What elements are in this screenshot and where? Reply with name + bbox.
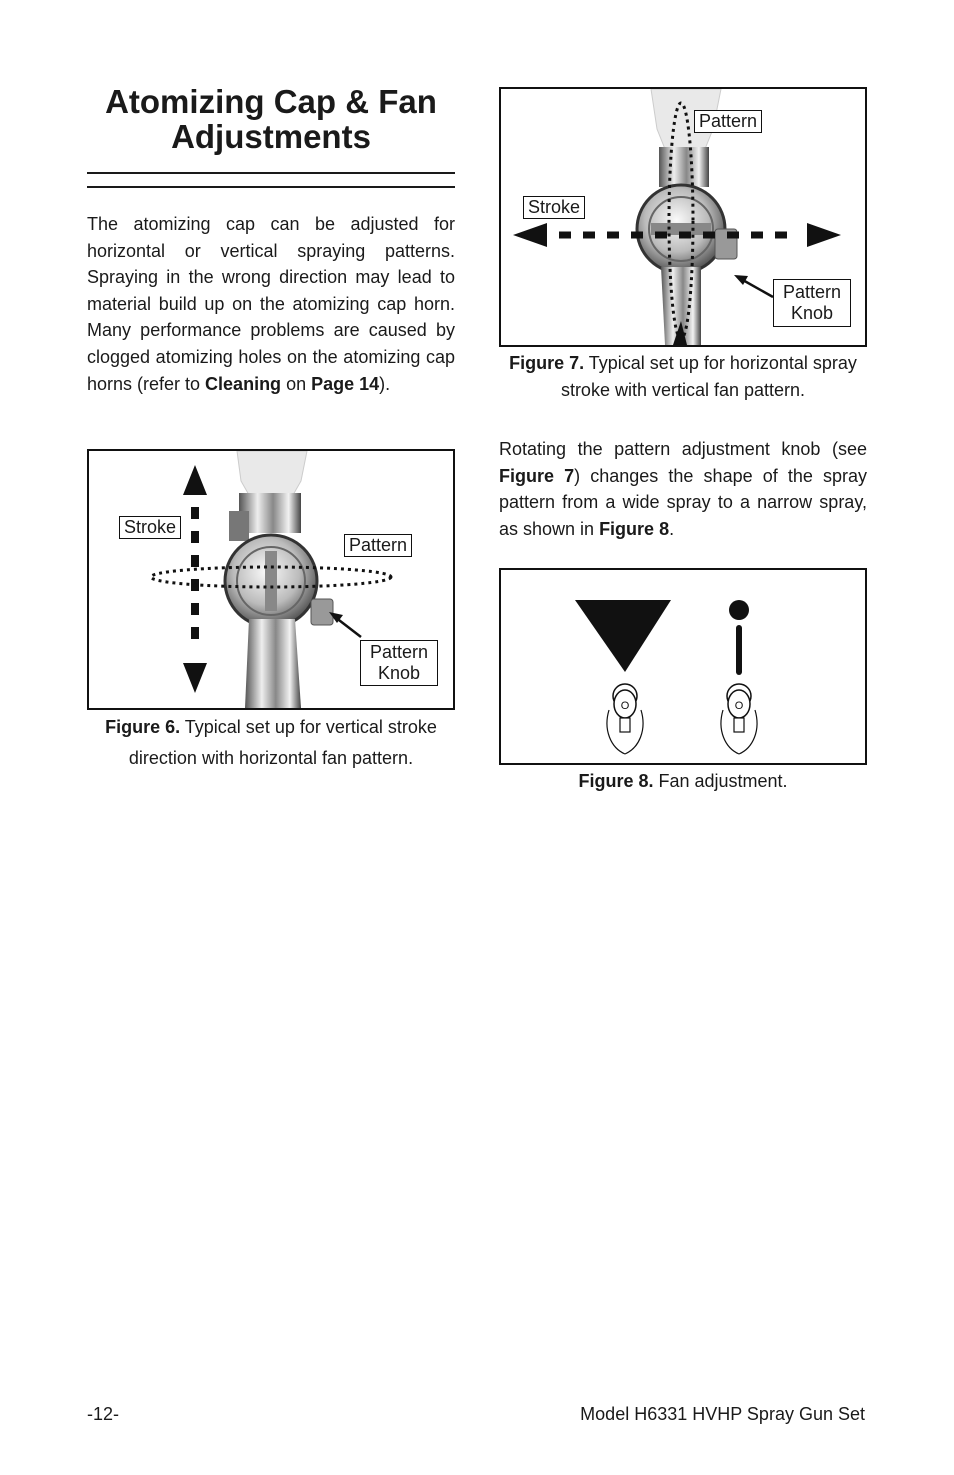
fig7-pattern-label: Pattern <box>694 110 762 133</box>
fig7-knob-line1: Pattern <box>782 282 842 302</box>
svg-text:O: O <box>734 700 744 712</box>
figure-6 <box>87 449 455 710</box>
page-title-line2: Adjustments <box>171 118 371 155</box>
fan-adjustment-diagram <box>501 570 865 763</box>
page-title-line1: Atomizing Cap & Fan <box>105 83 437 120</box>
fig7-caption-label: Figure 7. <box>509 353 585 373</box>
fig8-caption-text: Fan adjustment. <box>653 771 788 791</box>
wide-spray-illustration <box>575 600 671 754</box>
intro-text-1: The atomizing cap can be adjusted for horizontal or vertical spraying patterns. Spraying in the wrong direction may lead to material build up on the atomizing cap horn. Many performance problems are caused by clogged atomizing holes on the atomizing cap horns (refer to <box>87 214 455 394</box>
figure-7-caption <box>499 350 867 404</box>
figure-6-caption <box>87 712 455 774</box>
footer-model: Model H6331 HVHP Spray Gun Set <box>580 1404 865 1424</box>
heading-rule-bottom <box>87 186 455 188</box>
intro-text-3: ). <box>379 373 391 394</box>
fig8-caption-label: Figure 8. <box>578 771 654 791</box>
fig7-stroke-label: Stroke <box>523 196 585 219</box>
body2-text-2: ) changes the shape of the spray pattern from a wide spray to a narrow spray, as shown in <box>499 465 868 539</box>
fig7-pattern-knob-label <box>773 279 851 327</box>
heading-rule-top <box>87 172 455 174</box>
fig6-caption-text: Typical set up for vertical stroke direction with horizontal fan pattern. <box>128 717 437 768</box>
intro-ref-page: Page 14 <box>311 373 380 394</box>
body2-text-1: Rotating the pattern adjustment knob (see <box>499 439 867 459</box>
fig6-pattern-knob-label <box>360 640 438 686</box>
figure-8-caption <box>499 768 867 795</box>
page-title <box>87 84 455 154</box>
fig6-pattern-label: Pattern <box>344 534 412 557</box>
svg-text:O: O <box>620 700 630 712</box>
fig6-caption-label: Figure 6. <box>105 717 181 737</box>
fig6-knob-line1: Pattern <box>369 642 429 662</box>
intro-text-2: on <box>281 373 312 394</box>
body2-ref-figure7: Figure 7 <box>499 465 575 486</box>
figure-7 <box>499 87 867 347</box>
fig6-stroke-label: Stroke <box>119 516 181 539</box>
narrow-spray-illustration <box>721 600 757 754</box>
fig6-knob-line2: Knob <box>377 663 421 683</box>
fig7-caption-text: Typical set up for horizontal spray stroke with vertical fan pattern. <box>560 353 857 400</box>
fan-adjustment-paragraph <box>499 436 867 542</box>
page-number: -12- <box>87 1404 120 1424</box>
intro-ref-cleaning: Cleaning <box>205 373 282 394</box>
intro-paragraph <box>87 211 455 397</box>
figure-8 <box>499 568 867 765</box>
body2-text-3: . <box>669 518 675 539</box>
fig7-knob-line2: Knob <box>790 303 834 323</box>
body2-ref-figure8: Figure 8 <box>599 518 670 539</box>
